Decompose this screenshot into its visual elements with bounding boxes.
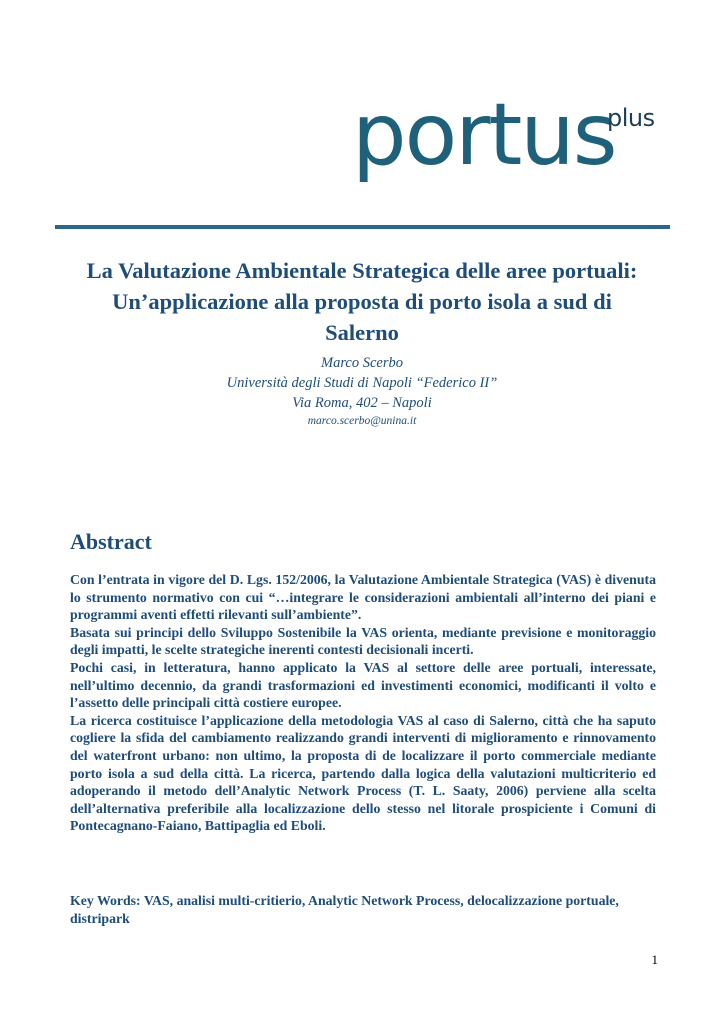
logo-superscript: plus (607, 104, 655, 132)
abstract-paragraph-2: Basata sui principi dello Sviluppo Sostenibile la VAS orienta, mediante previsione e monitoraggio degli impatti, le scelte strategiche inerenti contesti decisionali incerti. (70, 624, 656, 658)
portus-plus-logo (352, 85, 662, 198)
logo-wordmark: portus (352, 85, 616, 185)
author-affiliation: Università degli Studi di Napoli “Federico II” (226, 375, 498, 391)
author-email: marco.scerbo@unina.it (307, 415, 417, 427)
page-number: 1 (651, 952, 658, 967)
abstract-heading: Abstract (70, 529, 152, 554)
abstract-paragraph-3: Pochi casi, in letteratura, hanno applicato la VAS al settore delle aree portuali, interessate, nell’ultimo decennio, da grandi trasformazioni ed investimenti economici, modificanti il volto e l’assetto delle principali città costiere europee. (70, 659, 656, 711)
author-name: Marco Scerbo (320, 355, 403, 371)
title-line-1: La Valutazione Ambientale Strategica delle aree portuali: (86, 258, 638, 283)
author-address: Via Roma, 402 – Napoli (292, 395, 432, 411)
title-line-3: Salerno (325, 320, 399, 345)
keywords: Key Words: VAS, analisi multi-critierio, Analytic Network Process, delocalizzazione portuale, distripark (70, 893, 619, 926)
paper-title (60, 255, 664, 348)
abstract-paragraph-4: La ricerca costituisce l’applicazione della metodologia VAS al caso di Salerno, città che ha saputo cogliere la sfida del cambiamento realizzando grandi interventi di miglioramento e rinnovamento del waterfront urbano: non ultimo, la proposta di de localizzare il porto commerciale mediante porto isola a sud della città. La ricerca, partendo dalla logica della valutazioni multicriterio ed adoperando il metodo dell’Analytic Network Process (T. L. Saaty, 2006) perviene alla scelta dell’alternativa preferibile alla localizzazione dello stesso nel litorale prospiciente i Comuni di Pontecagnano-Faiano, Battipaglia ed Eboli. (70, 712, 656, 834)
abstract-paragraph-1: Con l’entrata in vigore del D. Lgs. 152/2006, la Valutazione Ambientale Strategica (VAS) è divenuta lo strumento normativo con cui “…integrare le considerazioni ambientali all’interno dei piani e programmi aventi effetti rilevanti sull’ambiente”. (70, 572, 656, 623)
author-block (60, 353, 664, 429)
header-rule (55, 225, 670, 229)
title-line-2: Un’applicazione alla proposta di porto isola a sud di (112, 289, 612, 314)
abstract-body (70, 571, 656, 835)
